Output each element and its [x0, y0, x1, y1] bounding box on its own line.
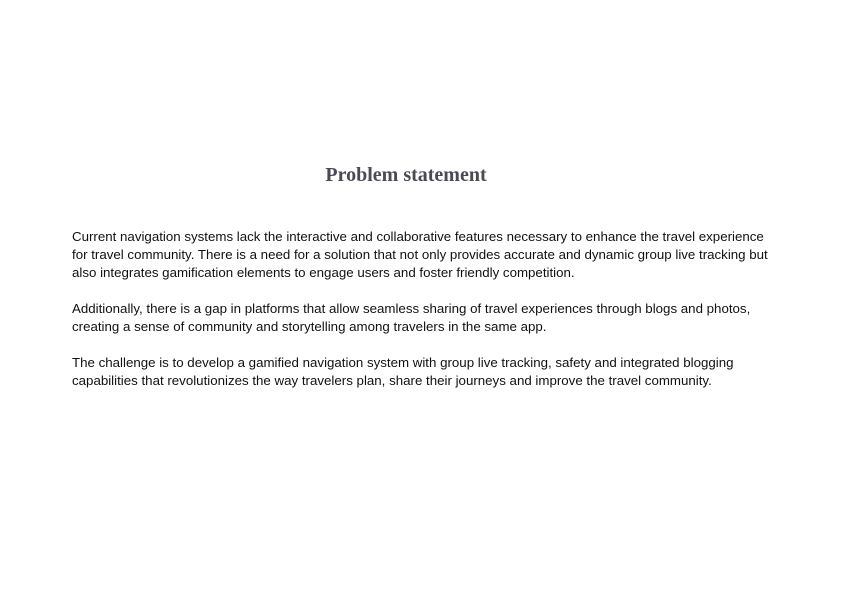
paragraph-platform-gap: Additionally, there is a gap in platforms that allow seamless sharing of travel experiences through blogs and photos, creating a sense of community and storytelling among travelers in the same app.: [72, 301, 751, 334]
page-title: Problem statement: [325, 164, 487, 186]
paragraph-current-systems: Current navigation systems lack the interactive and collaborative features necessary to enhance the travel experience for travel community. There is a need for a solution that not only provides accurate and dynamic group live tracking but also integrates gamification elements to engage users and foster friendly competition.: [72, 229, 768, 280]
paragraph-challenge: The challenge is to develop a gamified navigation system with group live tracking, safety and integrated blogging capabilities that revolutionizes the way travelers plan, share their journeys and improve the travel community.: [72, 355, 734, 388]
document-body: [72, 228, 777, 408]
